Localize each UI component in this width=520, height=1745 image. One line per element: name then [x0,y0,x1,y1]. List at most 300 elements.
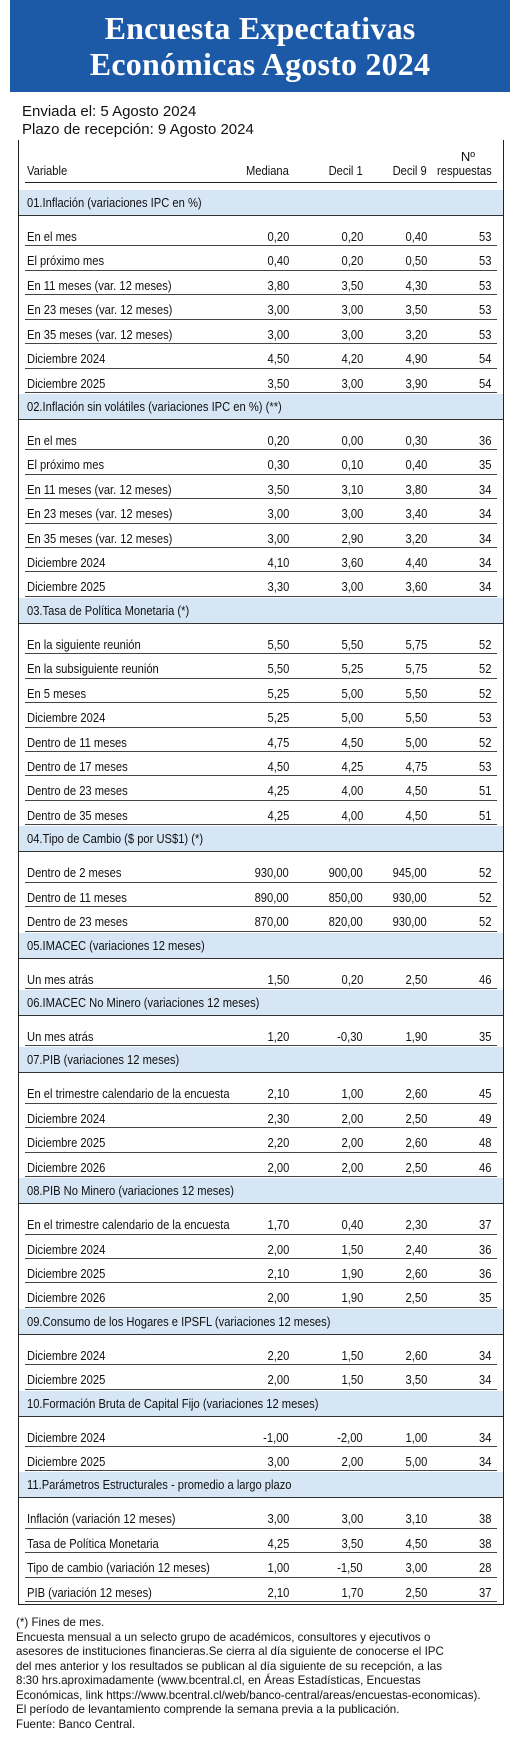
col-median: Mediana [246,163,289,178]
table-row [19,1023,503,1047]
section-title: 07.PIB (variaciones 12 meses) [27,1052,180,1068]
table-row [19,1260,503,1284]
row-decile-9: 2,50 [405,1290,427,1306]
row-decile-9: 2,60 [405,1347,427,1363]
row-decile-1: 2,00 [341,1110,363,1126]
row-divider [25,727,497,728]
row-variable: Diciembre 2024 [27,555,106,571]
row-decile-9: 3,20 [405,326,427,342]
table-row [19,476,503,500]
row-median: 5,25 [267,710,289,726]
table-row [19,1105,503,1129]
table-row [19,549,503,573]
footnote-line: Encuesta mensual a un selecto grupo de académicos, consultores y ejecutivos o [16,1630,431,1644]
title-line-2: Económicas Agosto 2024 [89,46,431,82]
row-median: 2,00 [267,1290,289,1306]
row-variable: Diciembre 2025 [27,1372,106,1388]
table-row [19,370,503,394]
row-divider [25,1045,497,1046]
section-header [19,598,503,624]
row-decile-9: 2,60 [405,1265,427,1281]
section-header [19,1472,503,1498]
row-median: 930,00 [254,865,289,881]
row-divider [25,571,497,572]
row-decile-1: 0,20 [341,971,363,987]
row-variable: En 35 meses (var. 12 meses) [27,326,173,342]
row-decile-9: 3,50 [405,1372,427,1388]
column-header [19,140,503,182]
row-responses: 36 [478,1241,491,1257]
section-title: 08.PIB No Minero (variaciones 12 meses) [27,1183,234,1199]
row-divider [25,343,497,344]
row-median: 4,25 [267,1535,289,1551]
table-row [19,729,503,753]
table-row [19,345,503,369]
row-median: 1,00 [267,1560,289,1576]
row-decile-9: 3,50 [405,302,427,318]
row-divider [25,1470,497,1471]
table-row [19,427,503,451]
row-decile-1: 5,50 [341,636,363,652]
row-divider [25,523,497,524]
row-median: 5,50 [267,636,289,652]
row-decile-1: 5,25 [341,661,363,677]
row-variable: En 5 meses [27,685,87,701]
section-title: 06.IMACEC No Minero (variaciones 12 meses) [27,994,260,1010]
row-decile-9: 0,50 [405,253,427,269]
table-row [19,680,503,704]
row-responses: 53 [478,710,491,726]
row-decile-1: 1,90 [341,1290,363,1306]
row-median: 2,10 [267,1584,289,1600]
footnotes [16,1616,511,1732]
row-decile-1: 2,00 [341,1159,363,1175]
row-responses: 38 [478,1535,491,1551]
row-decile-9: 2,50 [405,971,427,987]
section-header [19,394,503,420]
row-variable: En el trimestre calendario de la encuesta [27,1086,230,1102]
row-median: 4,10 [267,555,289,571]
row-variable: En 23 meses (var. 12 meses) [27,506,173,522]
row-decile-9: 4,50 [405,807,427,823]
expectations-table [18,140,504,1605]
row-divider [25,1176,497,1177]
row-decile-9: 2,30 [405,1217,427,1233]
deadline-date: Plazo de recepción: 9 Agosto 2024 [22,121,254,138]
section-header [19,1047,503,1073]
row-divider [25,1601,497,1602]
table-row [19,655,503,679]
row-decile-1: 2,00 [341,1135,363,1151]
row-responses: 34 [478,555,491,571]
row-divider [25,294,497,295]
row-responses: 53 [478,302,491,318]
row-decile-1: 3,00 [341,326,363,342]
row-responses: 51 [478,807,491,823]
row-divider [25,1307,497,1308]
row-variable: En 35 meses (var. 12 meses) [27,530,173,546]
row-decile-9: 5,75 [405,636,427,652]
table-row [19,884,503,908]
row-variable: Un mes atrás [27,1028,94,1044]
row-median: 3,00 [267,530,289,546]
row-responses: 52 [478,914,491,930]
row-decile-1: 3,00 [341,375,363,391]
row-divider [25,547,497,548]
table-body [19,190,503,1603]
row-decile-1: 4,50 [341,734,363,750]
row-responses: 52 [478,734,491,750]
row-decile-9: 4,50 [405,783,427,799]
row-variable: Diciembre 2024 [27,710,106,726]
row-decile-1: 1,00 [341,1086,363,1102]
row-median: 890,00 [254,889,289,905]
table-row [19,321,503,345]
section-title: 09.Consumo de los Hogares e IPSFL (variaciones 12 meses) [27,1313,331,1329]
row-decile-1: 3,00 [341,302,363,318]
row-responses: 49 [478,1110,491,1126]
row-divider [25,1152,497,1153]
section-title: 03.Tasa de Política Monetaria (*) [27,602,190,618]
table-row [19,573,503,597]
row-decile-9: 2,50 [405,1110,427,1126]
row-variable: En 23 meses (var. 12 meses) [27,302,173,318]
row-median: 3,50 [267,375,289,391]
row-median: -1,00 [263,1429,289,1445]
footnote-line: (*) Fines de mes. [16,1616,105,1629]
row-divider [25,906,497,907]
row-divider [25,1552,497,1553]
row-variable: Diciembre 2024 [27,1429,106,1445]
title-banner [10,0,510,92]
row-divider [25,1234,497,1235]
row-decile-1: 1,50 [341,1347,363,1363]
table-row [19,1366,503,1390]
row-decile-9: 3,80 [405,481,427,497]
row-median: 3,00 [267,1454,289,1470]
row-decile-9: 4,40 [405,555,427,571]
row-variable: En 11 meses (var. 12 meses) [27,277,172,293]
row-median: 2,00 [267,1241,289,1257]
row-median: 3,00 [267,1511,289,1527]
row-decile-1: 3,60 [341,555,363,571]
table-row [19,966,503,990]
row-median: 1,20 [267,1028,289,1044]
survey-dates [22,103,254,139]
row-responses: 52 [478,865,491,881]
section-title: 11.Parámetros Estructurales - promedio a largo plazo [27,1477,292,1493]
row-responses: 34 [478,579,491,595]
row-decile-1: 820,00 [328,914,363,930]
row-decile-1: 900,00 [328,865,363,881]
row-decile-1: 5,00 [341,685,363,701]
row-decile-1: 0,10 [341,457,363,473]
row-median: 2,10 [267,1086,289,1102]
section-header [19,1178,503,1204]
row-divider [25,449,497,450]
row-variable: Dentro de 11 meses [27,889,127,905]
footnote-line: El período de levantamiento comprende la semana previa a la publicación. [16,1703,400,1716]
row-variable: Tipo de cambio (variación 12 meses) [27,1560,210,1576]
row-variable: Tasa de Política Monetaria [27,1535,159,1551]
table-row [19,1342,503,1366]
row-variable: Dentro de 2 meses [27,865,122,881]
table-row [19,802,503,826]
row-median: 2,10 [267,1265,289,1281]
row-median: 2,30 [267,1110,289,1126]
row-decile-9: 930,00 [392,914,427,930]
row-decile-9: 2,40 [405,1241,427,1257]
row-median: 3,80 [267,277,289,293]
row-decile-9: 3,40 [405,506,427,522]
section-header [19,826,503,852]
table-row [19,704,503,728]
row-median: 4,75 [267,734,289,750]
row-variable: En el mes [27,432,77,448]
col-responses-line-1: Nº [460,149,476,164]
col-responses-line-2: respuestas [437,163,492,178]
row-decile-1: -1,50 [337,1560,363,1576]
row-divider [25,775,497,776]
row-responses: 52 [478,889,491,905]
row-decile-1: 4,00 [341,783,363,799]
row-variable: Diciembre 2026 [27,1159,106,1175]
row-responses: 53 [478,759,491,775]
row-variable: Dentro de 35 meses [27,807,128,823]
row-decile-9: 5,00 [405,1454,427,1470]
table-row [19,1505,503,1529]
col-decile-1: Decil 1 [328,163,363,178]
row-median: 3,30 [267,579,289,595]
row-decile-9: 1,90 [405,1028,427,1044]
row-divider [25,1528,497,1529]
row-divider [25,1103,497,1104]
row-divider [25,800,497,801]
row-decile-9: 0,30 [405,432,427,448]
row-responses: 53 [478,326,491,342]
table-row [19,296,503,320]
row-responses: 28 [478,1560,491,1576]
table-row [19,1284,503,1308]
row-median: 1,70 [267,1217,289,1233]
row-variable: Dentro de 11 meses [27,734,127,750]
row-decile-1: 0,00 [341,432,363,448]
row-decile-1: 3,00 [341,1511,363,1527]
table-row [19,223,503,247]
row-median: 3,00 [267,326,289,342]
row-decile-1: 1,90 [341,1265,363,1281]
row-median: 3,00 [267,302,289,318]
row-decile-9: 3,90 [405,375,427,391]
row-decile-9: 2,60 [405,1135,427,1151]
row-responses: 34 [478,506,491,522]
footnote-line: Fuente: Banco Central. [16,1717,136,1731]
row-variable: Dentro de 23 meses [27,783,128,799]
footnote-line: 8:30 hrs.aproximadamente (www.bcentral.cl, en Áreas Estadísticas, Encuestas [16,1674,421,1687]
row-median: 870,00 [254,914,289,930]
row-variable: Diciembre 2025 [27,1135,106,1151]
row-divider [25,931,497,932]
row-decile-9: 0,40 [405,229,427,244]
table-row [19,908,503,932]
table-row [19,1211,503,1235]
row-decile-1: 1,50 [341,1241,363,1257]
section-title: 02.Inflación sin volátiles (variaciones IPC en %) (**) [27,398,282,414]
section-title: 01.Inflación (variaciones IPC en %) [27,195,202,210]
row-median: 2,20 [267,1347,289,1363]
row-variable: En el mes [27,229,77,244]
row-divider [25,702,497,703]
table-row [19,753,503,777]
row-responses: 51 [478,783,491,799]
row-responses: 38 [478,1511,491,1527]
table-row [19,247,503,271]
row-variable: Diciembre 2026 [27,1290,106,1306]
row-variable: En la siguiente reunión [27,636,141,652]
table-row [19,777,503,801]
sent-date: Enviada el: 5 Agosto 2024 [22,103,197,120]
row-divider [25,596,497,597]
row-median: 4,50 [267,351,289,367]
section-header [19,1309,503,1335]
row-decile-1: 2,00 [341,1454,363,1470]
row-median: 0,30 [267,457,289,473]
row-responses: 53 [478,277,491,293]
table-row [19,1448,503,1472]
row-responses: 34 [478,530,491,546]
row-variable: Un mes atrás [27,971,94,987]
row-responses: 35 [478,1290,491,1306]
row-decile-9: 4,30 [405,277,427,293]
table-row [19,631,503,655]
row-divider [25,392,497,393]
row-decile-9: 4,90 [405,351,427,367]
table-row [19,1080,503,1104]
table-row [19,272,503,296]
row-median: 0,20 [267,229,289,244]
row-variable: Diciembre 2025 [27,375,106,391]
row-responses: 34 [478,1347,491,1363]
row-variable: Diciembre 2024 [27,1110,106,1126]
row-decile-1: 3,00 [341,579,363,595]
row-divider [25,368,497,369]
section-header [19,190,503,216]
row-decile-1: 4,00 [341,807,363,823]
row-divider [25,1389,497,1390]
footnote-line: Económicas, link https://www.bcentral.cl/web/banco-central/areas/encuestas-economicas). [16,1688,481,1702]
row-variable: El próximo mes [27,457,105,473]
row-variable: Diciembre 2024 [27,1347,106,1363]
row-divider [25,498,497,499]
row-divider [25,653,497,654]
row-responses: 54 [478,375,491,391]
row-decile-9: 5,75 [405,661,427,677]
row-median: 3,50 [267,481,289,497]
table-row [19,859,503,883]
row-decile-9: 3,10 [405,1511,427,1527]
row-divider [25,1446,497,1447]
row-responses: 34 [478,481,491,497]
row-responses: 46 [478,1159,491,1175]
row-responses: 46 [478,971,491,987]
row-divider [25,882,497,883]
row-median: 4,50 [267,759,289,775]
row-median: 0,40 [267,253,289,269]
row-decile-9: 4,75 [405,759,427,775]
row-responses: 53 [478,253,491,269]
row-variable: Dentro de 17 meses [27,759,128,775]
row-responses: 48 [478,1135,491,1151]
row-variable: Dentro de 23 meses [27,914,128,930]
section-header [19,933,503,959]
table-row [19,1424,503,1448]
row-divider [25,319,497,320]
section-title: 04.Tipo de Cambio ($ por US$1) (*) [27,831,204,847]
row-responses: 35 [478,1028,491,1044]
row-responses: 52 [478,661,491,677]
table-row [19,1154,503,1178]
table-row [19,500,503,524]
row-decile-9: 2,50 [405,1159,427,1175]
table-row [19,1579,503,1603]
row-responses: 54 [478,351,491,367]
row-responses: 34 [478,1372,491,1388]
table-row [19,451,503,475]
row-median: 4,25 [267,807,289,823]
row-median: 2,20 [267,1135,289,1151]
section-header [19,1391,503,1417]
row-responses: 37 [478,1584,491,1600]
table-row [19,525,503,549]
row-divider [25,678,497,679]
section-title: 05.IMACEC (variaciones 12 meses) [27,937,205,953]
row-variable: Diciembre 2025 [27,579,106,595]
row-responses: 37 [478,1217,491,1233]
table-row [19,1554,503,1578]
row-divider [25,1127,497,1128]
row-decile-9: 5,50 [405,710,427,726]
footnote-line: del mes anterior y los resultados se publican al día siguiente de su recepción, a las [16,1659,442,1673]
row-decile-1: 3,10 [341,481,363,497]
row-divider [25,751,497,752]
row-decile-9: 930,00 [392,889,427,905]
row-responses: 45 [478,1086,491,1102]
row-decile-1: 0,20 [341,229,363,244]
row-variable: PIB (variación 12 meses) [27,1584,152,1600]
row-decile-9: 3,20 [405,530,427,546]
row-variable: Diciembre 2025 [27,1454,106,1470]
row-variable: En 11 meses (var. 12 meses) [27,481,172,497]
row-decile-1: 0,40 [341,1217,363,1233]
row-median: 0,20 [267,432,289,448]
row-decile-1: 4,20 [341,351,363,367]
col-decile-9: Decil 9 [392,163,427,178]
row-responses: 53 [478,229,491,244]
row-median: 5,25 [267,685,289,701]
row-divider [25,1282,497,1283]
table-row [19,1236,503,1260]
row-decile-9: 3,00 [405,1560,427,1576]
row-decile-1: 850,00 [328,889,363,905]
row-decile-9: 5,00 [405,734,427,750]
row-responses: 52 [478,636,491,652]
row-responses: 36 [478,432,491,448]
row-decile-1: 2,90 [341,530,363,546]
footnote-line: asesores de instituciones financieras.Se cierra al día siguiente de conocerse el IPC [16,1645,444,1658]
row-median: 2,00 [267,1159,289,1175]
row-variable: El próximo mes [27,253,105,269]
row-decile-1: 4,25 [341,759,363,775]
